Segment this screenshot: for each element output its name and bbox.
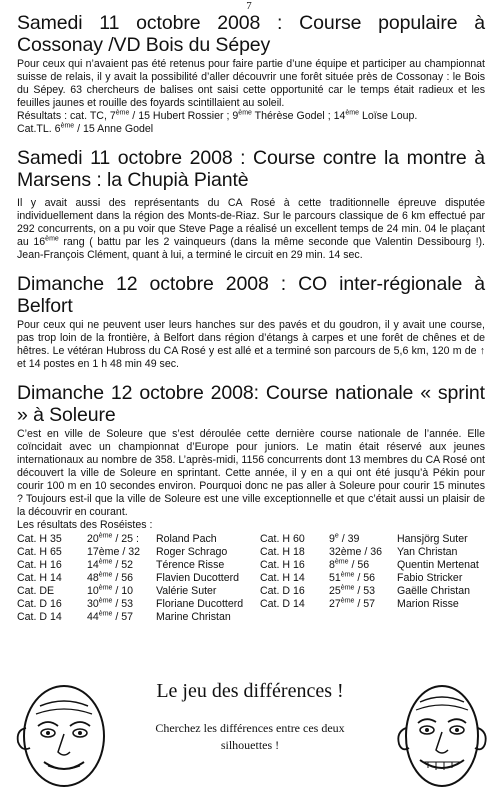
- body-text: Il y avait aussi des représentants du CA Rosé à cette traditionnelle épreuve disputée individuellement dans la région des Monts-de-Riaz. Sur le parcours classique de 6 km effectué par 292 concurrents, on a pu voir que Steve Page a réalisé un excellent temps de 24 min. 04 le plaçant au 16: [17, 197, 485, 248]
- section-title: Samedi 11 octobre 2008 : Course populaire à Cossonay /VD Bois du Sépey: [17, 12, 485, 56]
- superscript: ème: [345, 109, 359, 117]
- section-soleure: [17, 382, 485, 640]
- result-name: Hansjörg Suter: [397, 533, 468, 545]
- page-number: 7: [246, 0, 252, 12]
- superscript: ème: [98, 610, 113, 618]
- face-right-icon: [392, 676, 490, 790]
- section-body: [17, 197, 485, 262]
- rank-total: / 53: [112, 598, 134, 610]
- section-cossonay: [17, 12, 485, 136]
- rank-number: 44: [87, 611, 99, 623]
- result-name: Quentin Mertenat: [397, 559, 479, 571]
- result-category: Cat. H 60: [260, 533, 305, 545]
- results-text: Loïse Loup.: [359, 110, 418, 122]
- rank-number: 14: [87, 559, 99, 571]
- section-body: Pour ceux qui ne peuvent user leurs hanches sur des pavés et du goudron, il y avait une course, pas trop loin de la frontière, à Belfort dans région d’étangs à carpes et une forêt de chênes et de hêtres. Le vétéran Hubross du CA Rosé y est allé et a terminé son parcours de 5,6 km, 120 m de ↑ et 14 postes en 1 h 48 min 49 sec.: [17, 319, 485, 370]
- game-subtitle: Cherchez les différences entre ces deux silhouettes !: [155, 721, 345, 752]
- rank-number: 30: [87, 598, 99, 610]
- section-body: C’est en ville de Soleure que s’est déroulée cette dernière course nationale de l’année. Elle coïncidait avec un championnat d’Europe pour juniors. Le matin était réservé aux jeunes internationaux au nombre de 358. L’après-midi, 1156 concurrents dont 13 membres du CA Rosé ont découvert la ville de Soleure en sprintant. Cette année, il y en a qui ont été jusqu’à Pékin pour courir 100 m en 10 secondes environ. Pourquoi donc ne pas aller à Soleure pour courir 15 minutes ? Toujours est-il que la ville de Soleure est une ville exceptionnelle et que c’était aussi un plaisir de la découvrir en courant.: [17, 428, 485, 518]
- result-name: Marion Risse: [397, 598, 459, 610]
- result-category: Cat. H 16: [17, 559, 62, 571]
- result-rank: [87, 585, 133, 597]
- superscript: ème: [98, 532, 113, 540]
- superscript: ème: [98, 584, 113, 592]
- body-text: rang ( battu par les 2 vainqueurs (dans la même seconde que Valentin Dessibourg !). Jean-François Clément, quant à lui, a terminé le circuit en 29 min. 14 sec.: [17, 236, 485, 261]
- result-rank: [87, 546, 140, 558]
- rank-total: / 25 :: [112, 533, 139, 545]
- result-rank: [87, 598, 133, 610]
- result-name: Térence Risse: [156, 559, 225, 571]
- face-left-icon: [10, 678, 118, 790]
- result-rank: [87, 559, 133, 571]
- result-name: Gaëlle Christan: [397, 585, 471, 597]
- section-title: Samedi 11 octobre 2008 : Course contre la montre à Marsens : la Chupià Piantè: [17, 147, 485, 191]
- result-rank: [87, 572, 133, 584]
- game-title: Le jeu des différences !: [156, 680, 344, 702]
- rank-number: 10: [87, 585, 99, 597]
- superscript: ème: [45, 235, 59, 243]
- article-content: [17, 12, 485, 640]
- section-title: Dimanche 12 octobre 2008: Course nationale « sprint » à Soleure: [17, 382, 485, 426]
- body-text: Pour ceux qui n’avaient pas été retenus pour faire partie d’une équipe et participer au championnat suisse de relais, il y avait la possibilité d’aller découvrir une forêt située près de Cossonay : le Bois du Sépey. 63 chercheurs de balises ont saisi cette opportunité car le temps était radieux et les feuilles jaunes et rouille des foyards scintillaient au soleil.: [17, 58, 485, 109]
- differences-game: [0, 674, 498, 790]
- rank-number: 25: [329, 585, 341, 597]
- result-rank: [329, 572, 375, 584]
- results-text: Thérèse Godel ; 14: [251, 110, 346, 122]
- result-name: Floriane Ducotterd: [156, 598, 244, 610]
- superscript: e: [334, 532, 339, 540]
- results-text: Résultats : cat. TC,: [17, 110, 110, 122]
- result-rank: [329, 559, 369, 571]
- result-category: Cat. DE: [17, 585, 55, 597]
- result-category: Cat. H 14: [260, 572, 305, 584]
- result-category: Cat. D 14: [17, 611, 62, 623]
- result-category: Cat. D 16: [17, 598, 62, 610]
- rank-number: 8: [329, 559, 335, 571]
- rank-total: / 39: [338, 533, 360, 545]
- result-category: Cat. H 16: [260, 559, 305, 571]
- superscript: ème: [340, 571, 355, 579]
- rank-number: 17ème / 32: [87, 546, 141, 558]
- superscript: ème: [340, 597, 355, 605]
- rank-total: / 56: [354, 572, 376, 584]
- results-text: / 15 Hubert Rossier ; 9: [129, 110, 239, 122]
- result-name: Roland Pach: [156, 533, 217, 545]
- rank-number: 51: [329, 572, 341, 584]
- rank-number: 48: [87, 572, 99, 584]
- results-title: Les résultats des Roséistes :: [17, 519, 153, 531]
- results-text: Cat.TL. 6: [17, 123, 61, 135]
- superscript: ème: [340, 584, 355, 592]
- section-body: [17, 58, 485, 136]
- result-name: Roger Schrago: [156, 546, 228, 558]
- result-name: Marine Christan: [156, 611, 231, 623]
- superscript: ème: [98, 558, 113, 566]
- section-marsens: [17, 147, 485, 262]
- rank-number: 20: [87, 533, 99, 545]
- rank-number: 9: [329, 533, 335, 545]
- results-table: [17, 532, 485, 640]
- rank-total: / 57: [112, 611, 134, 623]
- section-title: Dimanche 12 octobre 2008 : CO inter-régionale à Belfort: [17, 273, 485, 317]
- result-category: Cat. H 14: [17, 572, 62, 584]
- result-category: Cat. H 35: [17, 533, 62, 545]
- result-name: Fabio Stricker: [397, 572, 463, 584]
- superscript: ème: [60, 122, 75, 130]
- superscript: ème: [98, 597, 113, 605]
- result-category: Cat. H 18: [260, 546, 305, 558]
- result-rank: [329, 546, 382, 558]
- result-name: Flavien Ducotterd: [156, 572, 240, 584]
- result-rank: [87, 611, 133, 623]
- rank-number: 27: [329, 598, 341, 610]
- superscript: ème: [334, 558, 349, 566]
- result-rank: [329, 598, 375, 610]
- superscript: ème: [238, 109, 252, 117]
- rank-total: / 10: [112, 585, 134, 597]
- result-category: Cat. D 14: [260, 598, 305, 610]
- superscript: ème: [98, 571, 113, 579]
- rank-total: / 56: [348, 559, 370, 571]
- superscript: ème: [115, 109, 130, 117]
- rank-total: / 53: [354, 585, 376, 597]
- result-rank: [87, 533, 139, 545]
- rank-total: / 57: [354, 598, 376, 610]
- result-category: Cat. H 65: [17, 546, 62, 558]
- results-text: 7: [109, 110, 116, 122]
- section-belfort: [17, 273, 485, 371]
- rank-number: 32ème / 36: [329, 546, 383, 558]
- result-rank: [329, 585, 375, 597]
- rank-total: / 56: [112, 572, 134, 584]
- results-text: / 15 Anne Godel: [74, 123, 154, 135]
- result-name: Valérie Suter: [156, 585, 217, 597]
- result-rank: [329, 533, 359, 545]
- rank-total: / 52: [112, 559, 134, 571]
- result-name: Yan Christan: [397, 546, 458, 558]
- result-category: Cat. D 16: [260, 585, 305, 597]
